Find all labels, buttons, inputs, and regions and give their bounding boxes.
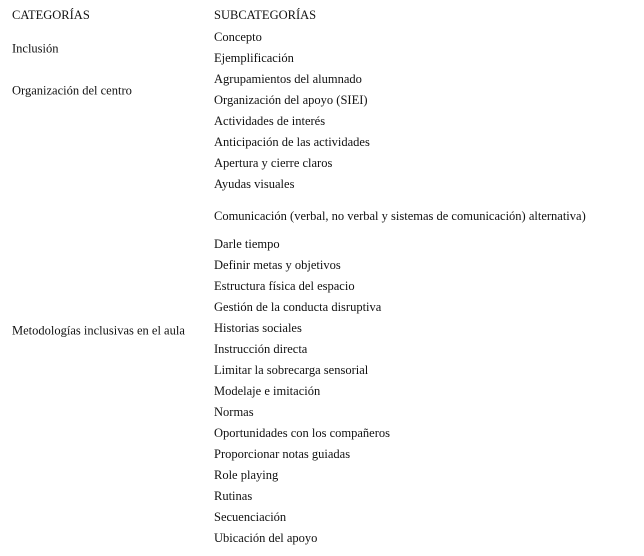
subcategory-item: Apertura y cierre claros bbox=[214, 156, 333, 170]
subcategory-item: Historias sociales bbox=[214, 321, 302, 335]
subcategory-item: Ejemplificación bbox=[214, 51, 294, 65]
subcategory-item: Modelaje e imitación bbox=[214, 384, 321, 398]
subcategory-item: Instrucción directa bbox=[214, 342, 308, 356]
subcategory-item: Anticipación de las actividades bbox=[214, 135, 370, 149]
subcategory-item: Darle tiempo bbox=[214, 237, 280, 251]
subcategory-list bbox=[214, 70, 640, 112]
subcategory-item: Normas bbox=[214, 405, 254, 419]
subcategory-item: Definir metas y objetivos bbox=[214, 258, 341, 272]
subcategory-item: Gestión de la conducta disruptiva bbox=[214, 300, 382, 314]
header-categorias: CATEGORÍAS bbox=[12, 8, 90, 22]
subcategory-item: Rutinas bbox=[214, 489, 253, 503]
subcategory-item: Estructura física del espacio bbox=[214, 279, 355, 293]
subcategory-item: Concepto bbox=[214, 30, 262, 44]
table-header-row bbox=[12, 8, 640, 28]
subcategory-item: Actividades de interés bbox=[214, 114, 326, 128]
subcategory-item: Role playing bbox=[214, 468, 279, 482]
subcategory-item: Organización del apoyo (SIEI) bbox=[214, 93, 368, 107]
subcategory-item: Limitar la sobrecarga sensorial bbox=[214, 363, 369, 377]
category-label: Metodologías inclusivas en el aula bbox=[12, 323, 185, 338]
subcategory-item: Oportunidades con los compañeros bbox=[214, 426, 391, 440]
group-inclusion bbox=[12, 28, 640, 70]
subcategory-item: Proporcionar notas guiadas bbox=[214, 447, 351, 461]
category-label: Inclusión bbox=[12, 41, 59, 56]
categories-table bbox=[12, 8, 640, 550]
group-metodologias bbox=[12, 112, 640, 550]
subcategory-item: Comunicación (verbal, no verbal y sistemas de comunicación) alternativa) bbox=[214, 209, 586, 223]
group-organizacion-centro bbox=[12, 70, 640, 112]
category-label: Organización del centro bbox=[12, 83, 132, 98]
subcategory-item: Ubicación del apoyo bbox=[214, 531, 318, 545]
subcategory-list bbox=[214, 112, 640, 550]
subcategory-list bbox=[214, 28, 640, 70]
subcategory-item: Agrupamientos del alumnado bbox=[214, 72, 362, 86]
header-subcategorias: SUBCATEGORÍAS bbox=[214, 8, 317, 22]
subcategory-item: Ayudas visuales bbox=[214, 177, 295, 191]
subcategory-item: Secuenciación bbox=[214, 510, 287, 524]
